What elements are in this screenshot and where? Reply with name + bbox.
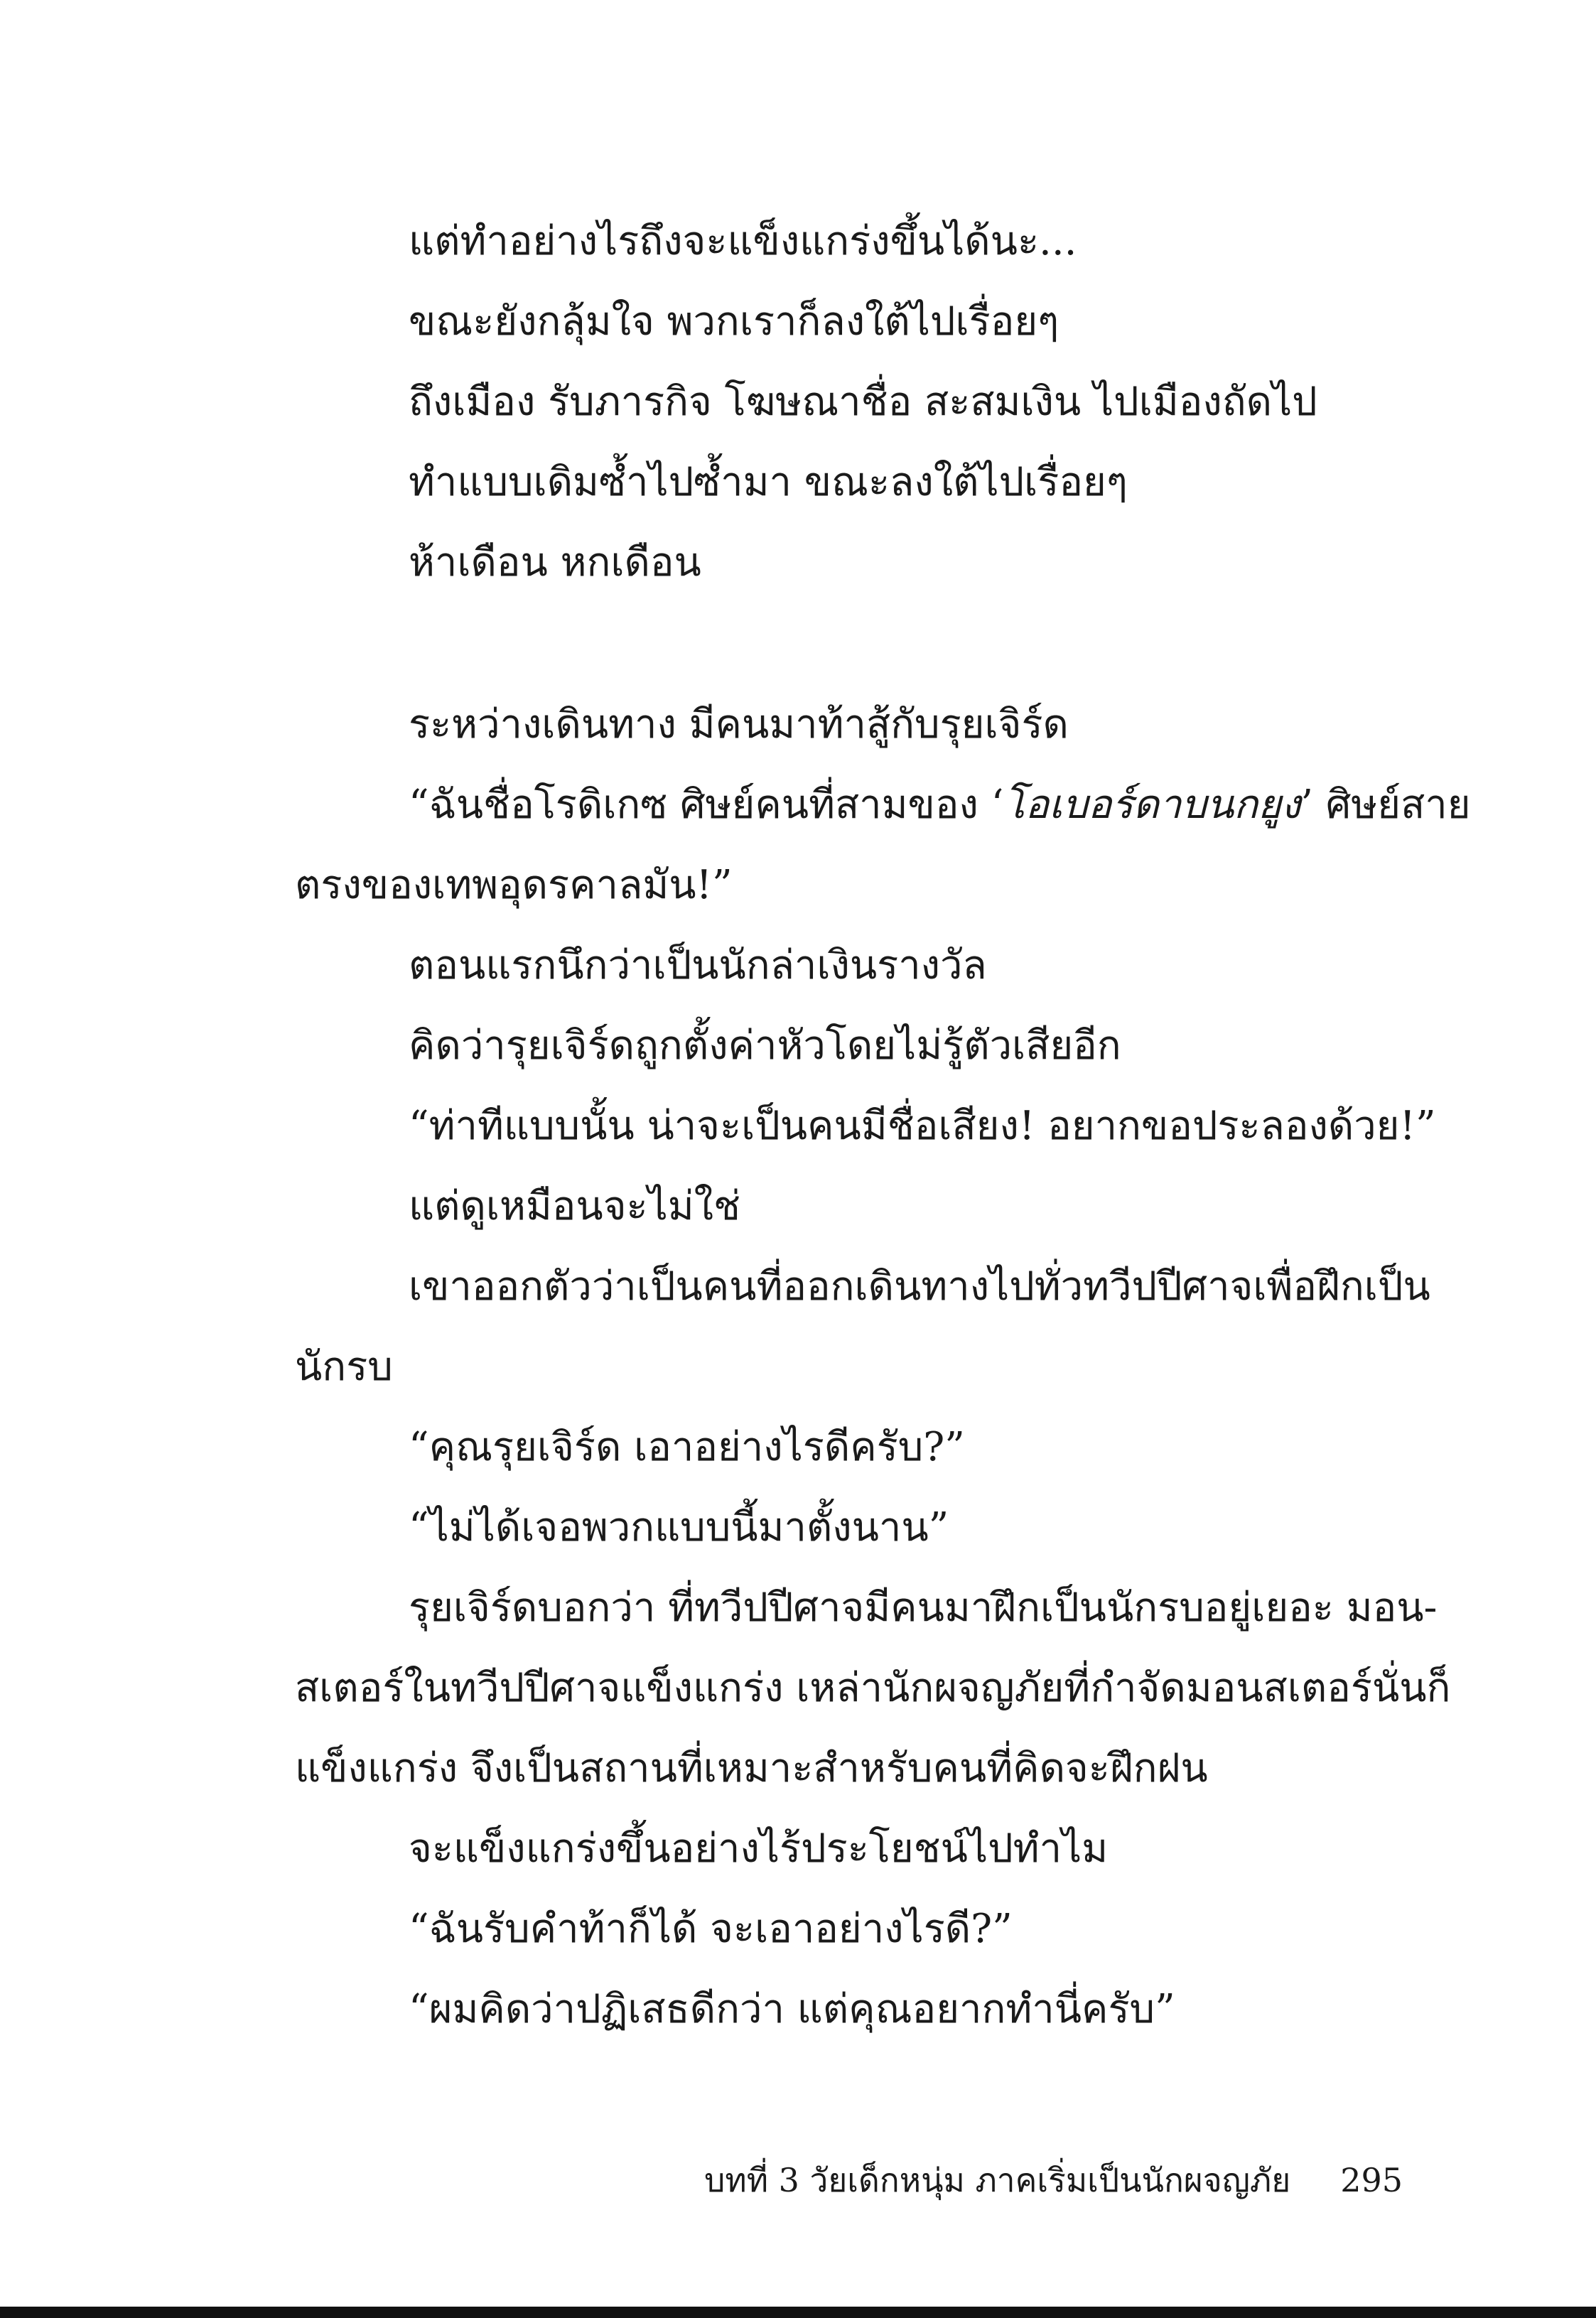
text-span: ’ ศิษย์สาย [1300,782,1471,828]
text-line: รุยเจิร์ดบอกว่า ที่ทวีปปีศาจมีคนมาฝึกเป็นนักรบอยู่เยอะ มอน- [409,1585,1438,1631]
book-title-italic: โอเบอร์ดาบนกยูง [1003,782,1301,828]
text-line [409,777,1471,834]
page-footer [704,2152,1403,2209]
text-line: ตรงของเทพอุดรคาลมัน!” [295,862,733,908]
text-line: คิดว่ารุยเจิร์ดถูกตั้งค่าหัวโดยไม่รู้ตัวเสียอีก [409,1023,1121,1069]
text-line: ขณะยังกลุ้มใจ พวกเราก็ลงใต้ไปเรื่อยๆ [409,298,1059,345]
text-line: ตอนแรกนึกว่าเป็นนักล่าเงินรางวัล [409,942,987,988]
page-number: 295 [1340,2161,1403,2199]
text-line: “คุณรุยเจิร์ด เอาอย่างไรดีครับ?” [409,1424,965,1470]
text-span: “ฉันชื่อโรดิเกซ ศิษย์คนที่สามของ ‘ [409,782,1004,828]
text-line: แต่ทำอย่างไรถึงจะแข็งแกร่งขึ้นได้นะ... [409,218,1077,264]
text-line: “ฉันรับคำท้าก็ได้ จะเอาอย่างไรดี?” [409,1906,1013,1952]
text-line: ทำแบบเดิมซ้ำไปซ้ำมา ขณะลงใต้ไปเรื่อยๆ [409,459,1128,505]
text-line: เขาออกตัวว่าเป็นคนที่ออกเดินทางไปทั่วทวีปปีศาจเพื่อฝึกเป็น [409,1263,1430,1310]
text-line: แต่ดูเหมือนจะไม่ใช่ [409,1183,741,1229]
text-line: ถึงเมือง รับภารกิจ โฆษณาชื่อ สะสมเงิน ไปเมืองถัดไป [409,379,1317,425]
text-line: ห้าเดือน หกเดือน [409,539,701,586]
bottom-edge-bar [0,2307,1596,2318]
text-line: “ท่าทีแบบนั้น น่าจะเป็นคนมีชื่อเสียง! อยากขอประลองด้วย!” [409,1103,1436,1149]
text-line: สเตอร์ในทวีปปีศาจแข็งแกร่ง เหล่านักผจญภัยที่กำจัดมอนสเตอร์นั่นก็ [295,1665,1451,1711]
chapter-title: บทที่ 3 วัยเด็กหนุ่ม ภาคเริ่มเป็นนักผจญภัย [704,2161,1291,2199]
text-line: ระหว่างเดินทาง มีคนมาท้าสู้กับรุยเจิร์ด [409,701,1069,748]
text-line: “ไม่ได้เจอพวกแบบนี้มาตั้งนาน” [409,1504,949,1551]
text-line: “ผมคิดว่าปฏิเสธดีกว่า แต่คุณอยากทำนี่ครับ” [409,1986,1175,2032]
text-line: แข็งแกร่ง จึงเป็นสถานที่เหมาะสำหรับคนที่คิดจะฝึกฝน [295,1745,1208,1791]
text-line: จะแข็งแกร่งขึ้นอย่างไร้ประโยชน์ไปทำไม [409,1826,1109,1872]
text-line: นักรบ [295,1344,393,1390]
